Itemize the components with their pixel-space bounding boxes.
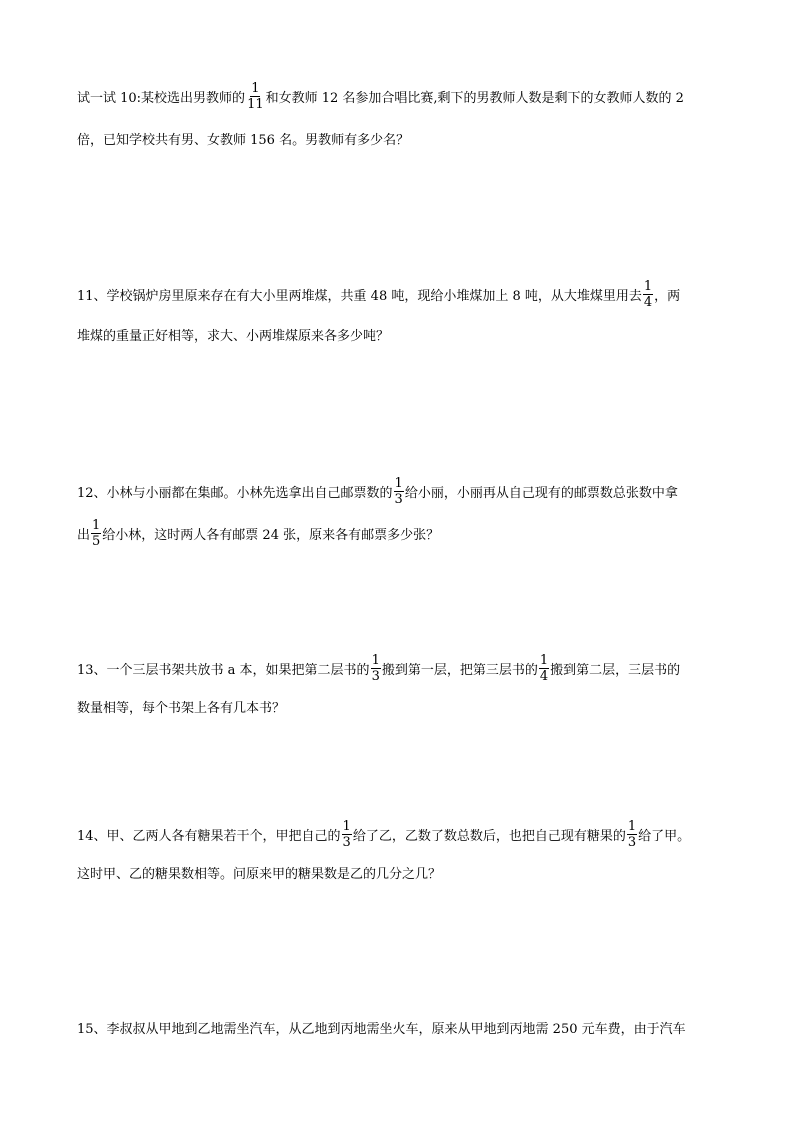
problem-11-line-2 [77,320,389,348]
fraction-numerator: 1 [251,80,260,96]
problem-text: 13、一个三层书架共放书 a 本，如果把第二层书的 [77,662,370,678]
problem-text: ，两 [654,288,681,304]
fraction [246,82,265,111]
problem-text: 试一试 10:某校选出男教师的 [77,90,246,106]
problem-text: 出 [77,527,91,543]
problem-text: 这时甲、乙的糖果数相等。问原来甲的糖果数是乙的几分之几？ [77,866,442,882]
problem-text: 15、李叔叔从甲地到乙地需坐汽车，从乙地到丙地需坐火车，原来从甲地到丙地需 250 元车费，由于汽车 [77,1021,686,1037]
fraction-numerator: 1 [627,818,637,834]
problem-text: 搬到第二层，三层书的 [550,662,681,678]
problem-14-line-2 [77,858,441,886]
problem-text: 给了乙，乙数了数总数后，也把自己现有糖果的 [352,828,626,844]
problem-11-line-1 [77,280,680,308]
problem-15-line-1 [77,1013,686,1041]
fraction [394,477,404,506]
fraction [643,280,653,309]
problem-text: 给小林，这时两人各有邮票 24 张，原来各有邮票多少张？ [102,527,440,543]
problem-text: 12、小林与小丽都在集邮。小林先选拿出自己邮票数的 [77,485,393,501]
problem-text: 14、甲、乙两人各有糖果若干个，甲把自己的 [77,828,341,844]
fraction-numerator: 1 [342,818,351,834]
problem-text: 数量相等，每个书架上各有几本书？ [77,700,286,716]
fraction [91,519,101,548]
problem-10-line-1 [77,82,684,110]
problem-13-line-2 [77,692,285,720]
fraction-denominator: 4 [539,668,549,684]
fraction-denominator: 3 [342,834,351,850]
problem-text: 和女教师 12 名参加合唱比赛,剩下的男教师人数是剩下的女教师人数的 2 [265,90,684,106]
fraction-denominator: 4 [643,294,653,310]
problem-text: 堆煤的重量正好相等，求大、小两堆煤原来各多少吨？ [77,328,390,344]
problem-12-line-2 [77,519,439,547]
fraction-denominator: 3 [627,834,637,850]
fraction [627,820,637,849]
fraction-numerator: 1 [371,652,380,668]
fraction-denominator: 5 [92,533,101,549]
problem-text: 倍，已知学校共有男、女教师 156 名。男教师有多少名？ [77,132,410,148]
problem-text: 给小丽，小丽再从自己现有的邮票数总张数中拿 [404,485,678,501]
problem-14-line-1 [77,820,690,848]
problem-text: 搬到第一层，把第三层书的 [381,662,538,678]
fraction [371,654,381,683]
problem-13-line-1 [77,654,680,682]
problem-10-line-2 [77,124,409,152]
fraction-numerator: 1 [539,652,549,668]
fraction [539,654,549,683]
problem-text: 11、学校锅炉房里原来存在有大小里两堆煤，共重 48 吨，现给小堆煤加上 8 吨，从大堆煤里用去 [77,288,642,304]
fraction-numerator: 1 [643,278,653,294]
fraction-denominator: 11 [247,96,264,112]
problem-12-line-1 [77,477,678,505]
problem-text: 给了甲。 [638,828,691,844]
fraction-denominator: 3 [371,668,380,684]
fraction-denominator: 3 [394,491,403,507]
fraction-numerator: 1 [394,475,403,491]
fraction [342,820,352,849]
fraction-numerator: 1 [92,517,101,533]
